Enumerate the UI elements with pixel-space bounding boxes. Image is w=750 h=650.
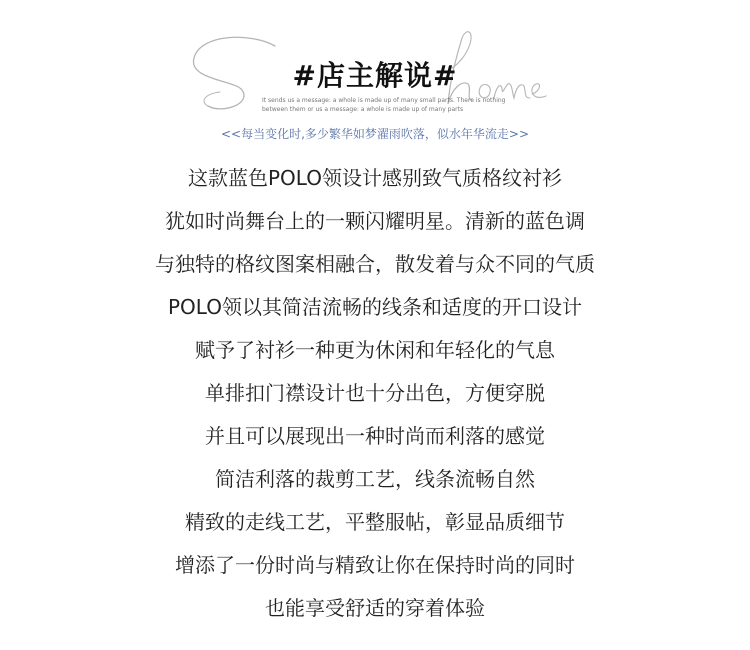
description-line: 也能享受舒适的穿着体验 (265, 596, 485, 620)
description-line: 增添了一份时尚与精致让你在保持时尚的同时 (175, 553, 575, 577)
page-title: #店主解说# (292, 59, 458, 92)
description-block (0, 157, 750, 630)
description-line: POLO领以其简洁流畅的线条和适度的开口设计 (168, 295, 582, 319)
description-line: 犹如时尚舞台上的一颗闪耀明星。清新的蓝色调 (165, 209, 585, 233)
description-line: 精致的走线工艺，平整服帖，彰显品质细节 (185, 510, 565, 534)
description-line: 与独特的格纹图案相融合，散发着与众不同的气质 (155, 252, 595, 276)
description-line: 并且可以展现出一种时尚而利落的感觉 (205, 424, 545, 448)
description-line: 单排扣门襟设计也十分出色，方便穿脱 (205, 381, 545, 405)
subtitle: <<每当变化时,多少繁华如梦濯雨吹落，似水年华流走>> (220, 127, 530, 141)
fine-print-line: It sends us a message: a whole is made up of many small parts. There is nothing (262, 97, 506, 104)
description-line: 简洁利落的裁剪工艺，线条流畅自然 (215, 467, 535, 491)
description-line: 赋予了衬衫一种更为休闲和年轻化的气息 (195, 338, 555, 362)
description-line: 这款蓝色POLO领设计感别致气质格纹衬衫 (188, 166, 562, 190)
fine-print-line: between them or us a message: a whole is made up of many parts (262, 106, 464, 113)
